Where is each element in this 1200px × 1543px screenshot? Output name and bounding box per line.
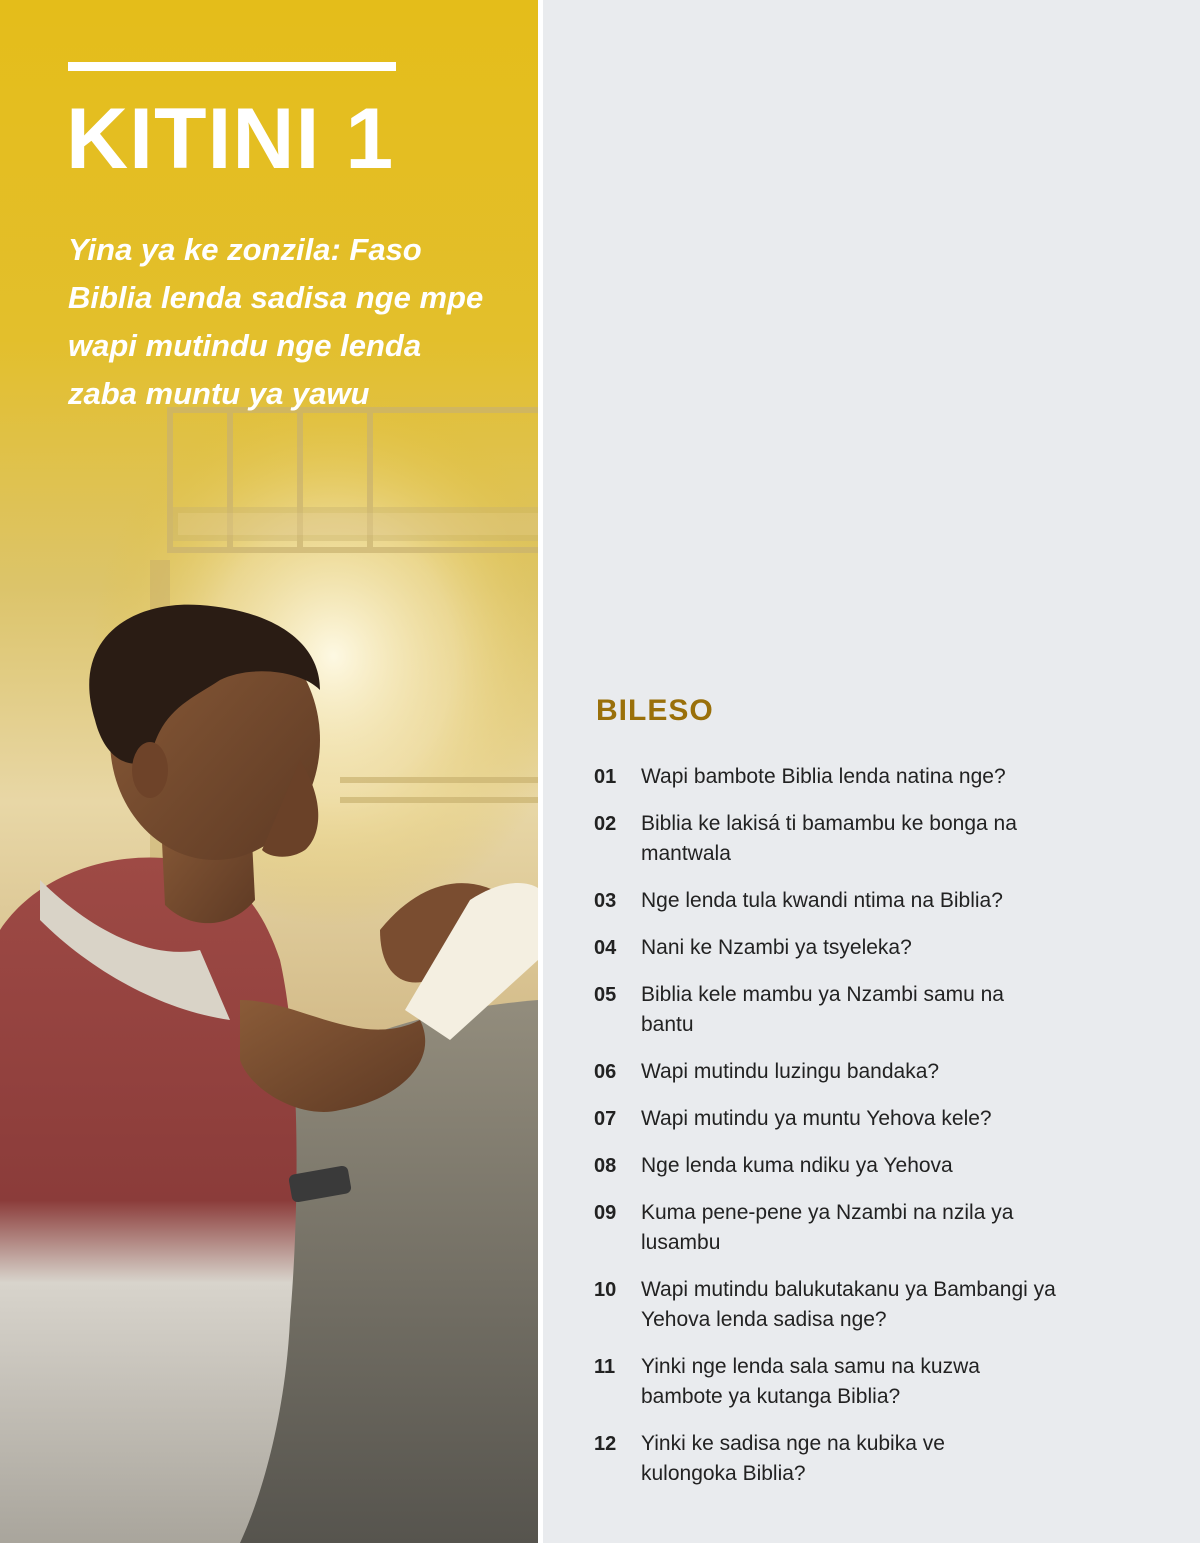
toc-item-number: 09 <box>594 1202 617 1224</box>
toc-item-number: 03 <box>594 890 617 912</box>
toc-item-title: Yinki nge lenda sala samu na kuzwa bambote ya kutanga Biblia? <box>641 1355 980 1408</box>
toc-item[interactable] <box>594 1198 1134 1258</box>
toc-item-number: 02 <box>594 813 617 835</box>
toc-item-title: Nani ke Nzambi ya tsyeleka? <box>641 936 912 959</box>
toc-item-title: Wapi mutindu luzingu bandaka? <box>641 1060 940 1083</box>
toc-item[interactable] <box>594 1429 1134 1489</box>
chapter-cover-panel <box>0 0 538 1543</box>
toc-item-title: Biblia ke lakisá ti bamambu ke bonga na mantwala <box>641 812 1017 865</box>
toc-item-title: Yinki ke sadisa nge na kubika ve kulongoka Biblia? <box>641 1432 945 1485</box>
toc-item-number: 08 <box>594 1155 617 1177</box>
toc-item-number: 01 <box>594 766 617 788</box>
toc-item[interactable] <box>594 809 1134 869</box>
toc-item[interactable] <box>594 1151 1134 1181</box>
toc-item-title: Wapi mutindu balukutakanu ya Bambangi ya Yehova lenda sadisa nge? <box>641 1278 1056 1331</box>
chapter-title: KITINI 1 <box>66 91 395 187</box>
toc-item-title: Nge lenda tula kwandi ntima na Biblia? <box>641 889 1003 912</box>
toc-item[interactable] <box>594 1352 1134 1412</box>
table-of-contents <box>594 762 1134 1506</box>
toc-item-title: Wapi mutindu ya muntu Yehova kele? <box>641 1107 992 1130</box>
toc-item-number: 12 <box>594 1433 617 1455</box>
toc-item-number: 06 <box>594 1061 617 1083</box>
toc-item[interactable] <box>594 980 1134 1040</box>
toc-item-title: Kuma pene-pene ya Nzambi na nzila ya lusambu <box>641 1201 1014 1254</box>
toc-item[interactable] <box>594 1104 1134 1134</box>
toc-item-number: 10 <box>594 1279 617 1301</box>
toc-item-title: Biblia kele mambu ya Nzambi samu na bantu <box>641 983 1004 1036</box>
toc-item[interactable] <box>594 762 1134 792</box>
toc-item[interactable] <box>594 1057 1134 1087</box>
top-rule <box>68 62 396 71</box>
toc-item[interactable] <box>594 886 1134 916</box>
toc-item[interactable] <box>594 1275 1134 1335</box>
toc-item-title: Wapi bambote Biblia lenda natina nge? <box>641 765 1006 788</box>
toc-heading: BILESO <box>596 694 714 727</box>
toc-item-number: 04 <box>594 937 617 959</box>
toc-item-title: Nge lenda kuma ndiku ya Yehova <box>641 1154 953 1177</box>
toc-item[interactable] <box>594 933 1134 963</box>
toc-item-number: 07 <box>594 1108 617 1130</box>
toc-item-number: 05 <box>594 984 617 1006</box>
panel-divider <box>538 0 543 1543</box>
chapter-subtitle: Yina ya ke zonzila: Faso Biblia lenda sadisa nge mpe wapi mutindu nge lenda zaba muntu ya yawu <box>68 232 484 411</box>
toc-item-number: 11 <box>594 1356 616 1378</box>
